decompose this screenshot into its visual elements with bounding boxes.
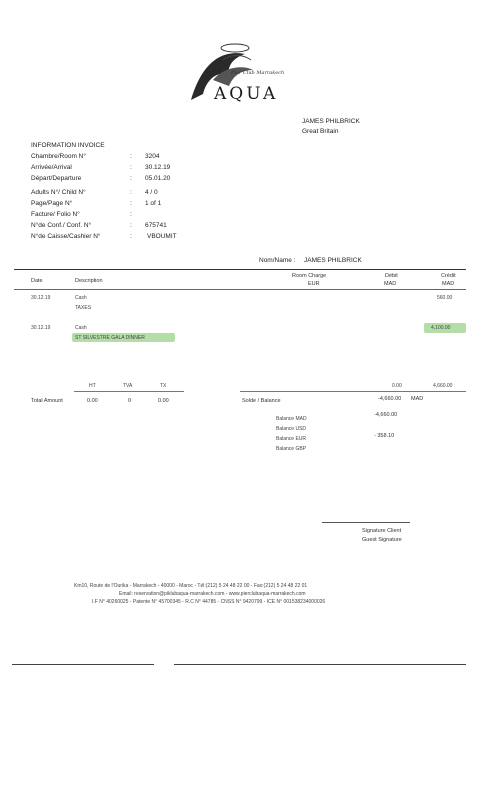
footer-address: Km10, Route de l'Ourika - Marrakech - 40000 - Maroc - Tél:(212) 5 24 48 22 00 - Fax:(212) 5 24 48 22 01: [74, 583, 308, 589]
debit-total: 0.00: [392, 383, 402, 389]
col-tx-label: TX: [160, 383, 167, 389]
row2-credit: 4,100.00: [431, 325, 451, 331]
solde-value: -4,660.00: [378, 396, 402, 402]
totals-rule-right: [240, 391, 466, 392]
col-tva-label: TVA: [123, 383, 133, 389]
col-ht-label: HT: [89, 383, 96, 389]
info-colon: :: [130, 189, 132, 196]
th-debit: Débit: [385, 273, 398, 279]
balance-value: - 358.10: [374, 433, 395, 439]
th-room-charge: Room Charge: [292, 273, 327, 279]
balance-label: Balance MAD: [276, 416, 307, 422]
row1-sub: TAXES: [75, 305, 92, 311]
nom-label: Nom/Name :: [259, 257, 296, 264]
credit-total: 4,660.00: [433, 383, 453, 389]
info-colon: :: [130, 233, 132, 240]
info-label: Chambre/Room N°: [31, 153, 86, 160]
row2-date: 30.12.19: [31, 325, 51, 331]
info-value: 3204: [145, 153, 160, 160]
bottom-rule-right: [174, 664, 466, 665]
info-colon: :: [130, 164, 132, 171]
balance-label: Balance GBP: [276, 446, 307, 452]
info-value: 1 of 1: [145, 200, 162, 207]
footer-registration: I.F N° 40260025 - Patente N° 45700345 - R.C N° 44785 - CNSS N° 9420799 - ICE N° 001538234000026: [92, 599, 326, 605]
info-value: 4 / 0: [145, 189, 158, 196]
th-date: Date: [31, 278, 43, 284]
th-credit-currency: MAD: [442, 281, 455, 287]
info-label: N°de Conf./ Conf. N°: [31, 222, 92, 229]
total-amount-label: Total Amount: [31, 398, 63, 404]
row1-date: 30.12.19: [31, 295, 51, 301]
guest-country: Great Britain: [302, 128, 339, 135]
total-tx: 0.00: [158, 398, 169, 404]
row1-credit: 560.00: [437, 295, 453, 301]
info-label: Facture/ Folio N°: [31, 211, 80, 218]
logo-tagline: Pier Club Marrakech: [231, 70, 285, 76]
info-label: N°de Caisse/Cashier N°: [31, 233, 101, 240]
info-label: Adults N°/ Child N°: [31, 189, 86, 196]
signature-client: Signature Client: [362, 528, 402, 534]
hotel-logo: [183, 40, 285, 106]
solde-currency: MAD: [411, 396, 424, 402]
info-value: 30.12.19: [145, 164, 171, 171]
balance-value: -4,660.00: [374, 412, 398, 418]
balance-label: Balance EUR: [276, 436, 307, 442]
info-colon: :: [130, 175, 132, 182]
th-description: Description: [75, 278, 103, 284]
info-colon: :: [130, 211, 132, 218]
row2-sub: ST SILVESTRE GALA DINNER: [75, 335, 145, 341]
row2-description: Cash: [75, 325, 87, 331]
table-header-rule: [14, 289, 466, 290]
info-value: 05.01.20: [145, 175, 171, 182]
info-label: Départ/Departure: [31, 175, 82, 182]
footer-email: Email: reservation@piklubaqua-marrakech.com - www.pierclubaqua-marrakech.com: [119, 591, 306, 597]
info-label: Arrivée/Arrival: [31, 164, 72, 171]
balance-label: Balance USD: [276, 426, 307, 432]
nom-value: JAMES PHILBRICK: [304, 257, 362, 264]
guest-name: JAMES PHILBRICK: [302, 118, 360, 125]
info-title: INFORMATION INVOICE: [31, 142, 105, 149]
th-eur: EUR: [308, 281, 320, 287]
totals-rule-left: [74, 391, 184, 392]
info-colon: :: [130, 222, 132, 229]
signature-guest: Guest Signature: [362, 537, 402, 543]
th-debit-currency: MAD: [384, 281, 397, 287]
total-ht: 0.00: [87, 398, 98, 404]
info-value: 675741: [145, 222, 167, 229]
info-label: Page/Page N°: [31, 200, 73, 207]
logo-word: AQUA: [214, 84, 279, 104]
th-credit: Crédit: [441, 273, 456, 279]
table-top-rule: [14, 269, 466, 270]
total-tva: 0: [128, 398, 132, 404]
info-colon: :: [130, 153, 132, 160]
bottom-rule-left: [12, 664, 154, 665]
solde-label: Solde / Balance: [242, 398, 281, 404]
signature-rule: [322, 522, 410, 523]
info-colon: :: [130, 200, 132, 207]
row1-description: Cash: [75, 295, 87, 301]
info-value: VBOUMIT: [147, 233, 177, 240]
